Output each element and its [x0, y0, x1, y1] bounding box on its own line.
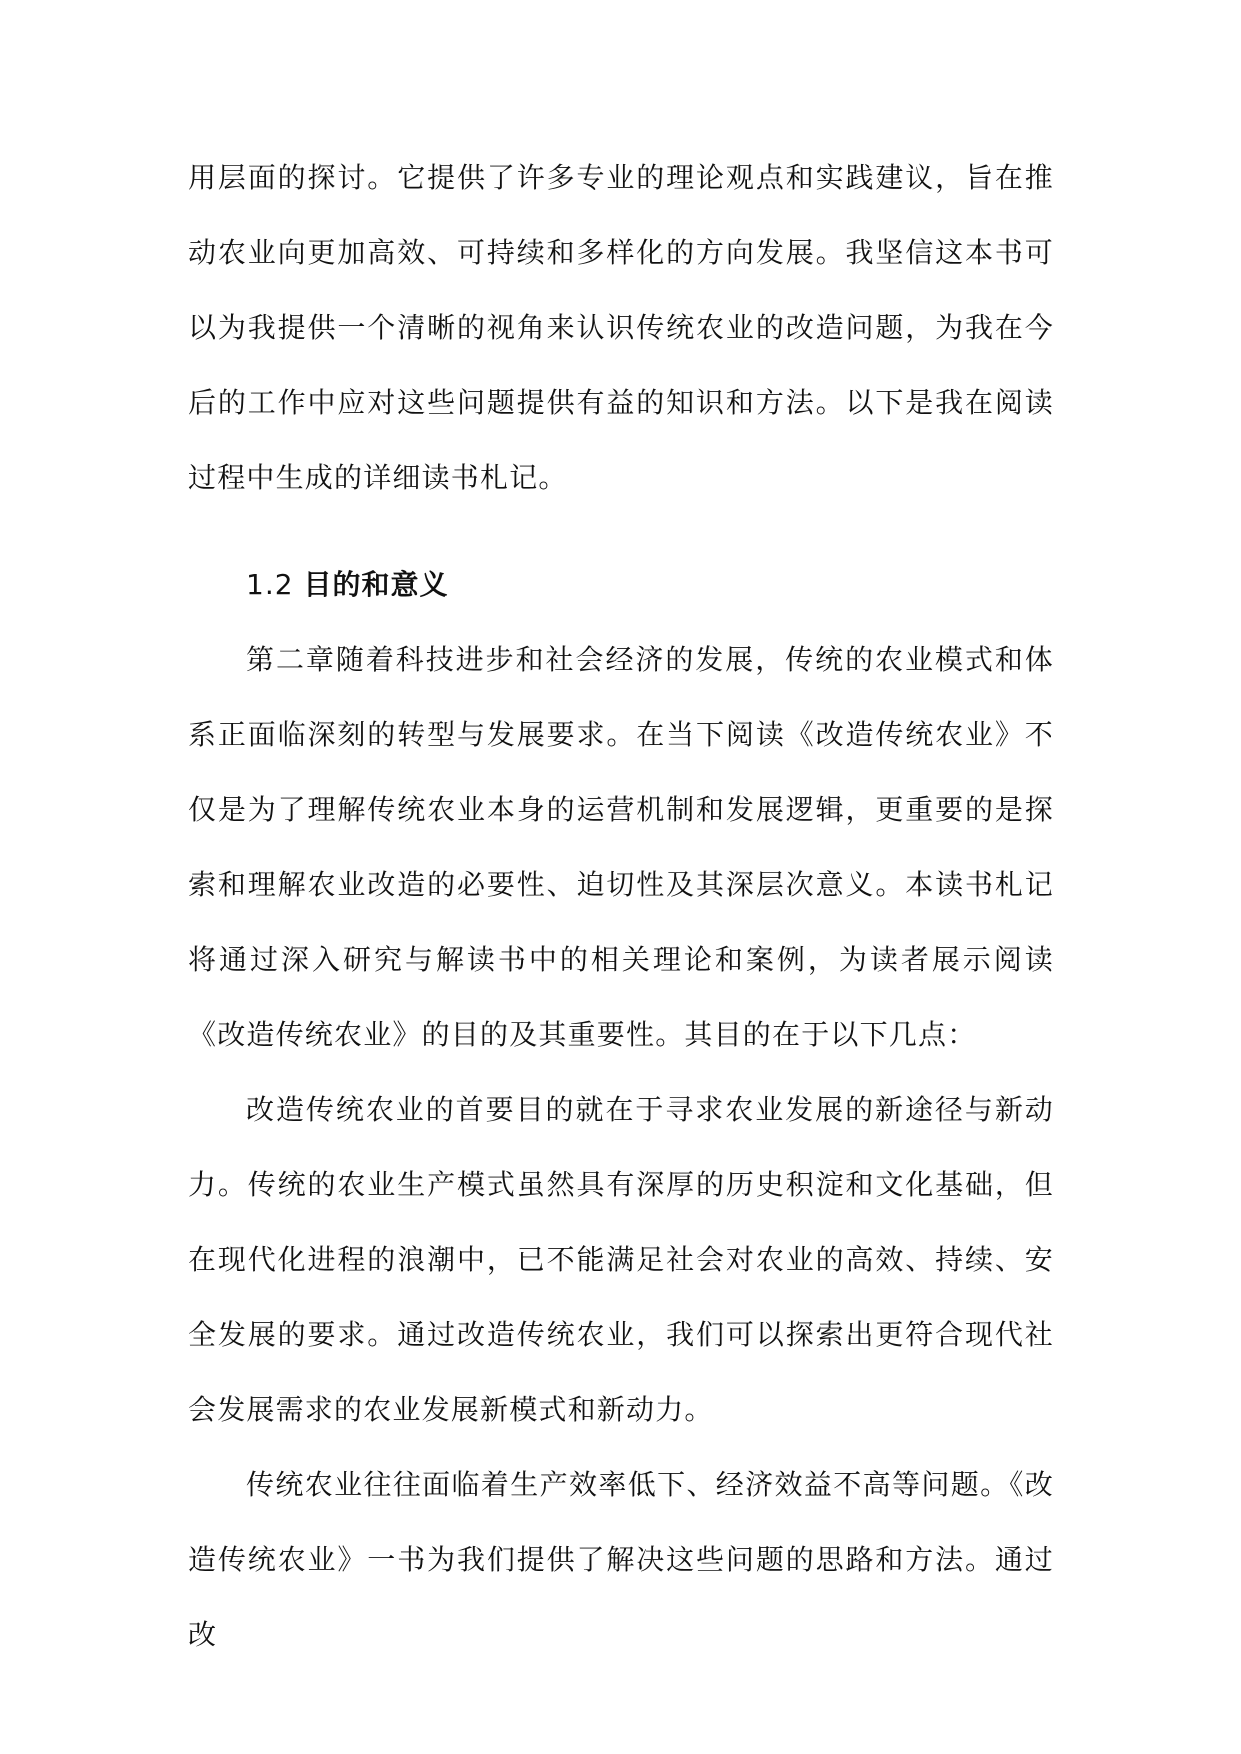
section-heading — [188, 515, 1054, 622]
paragraph-2: 第二章随着科技进步和社会经济的发展，传统的农业模式和体系正面临深刻的转型与发展要求。在当下阅读《改造传统农业》不仅是为了理解传统农业本身的运营机制和发展逻辑，更重要的是探索和理解农业改造的必要性、迫切性及其深层次意义。本读书札记将通过深入研究与解读书中的相关理论和案例，为读者展示阅读《改造传统农业》的目的及其重要性。其目的在于以下几点： — [188, 643, 1054, 1051]
paragraph-4: 传统农业往往面临着生产效率低下、经济效益不高等问题。《改造传统农业》一书为我们提供了解决这些问题的思路和方法。通过改 — [188, 1468, 1054, 1651]
paragraph-3: 改造传统农业的首要目的就在于寻求农业发展的新途径与新动力。传统的农业生产模式虽然具有深厚的历史积淀和文化基础，但在现代化进程的浪潮中，已不能满足社会对农业的高效、持续、安全发展的要求。通过改造传统农业，我们可以探索出更符合现代社会发展需求的农业发展新模式和新动力。 — [188, 1093, 1054, 1426]
paragraph-1: 用层面的探讨。它提供了许多专业的理论观点和实践建议，旨在推动农业向更加高效、可持续和多样化的方向发展。我坚信这本书可以为我提供一个清晰的视角来认识传统农业的改造问题，为我在今后的工作中应对这些问题提供有益的知识和方法。以下是我在阅读过程中生成的详细读书札记。 — [188, 161, 1054, 494]
document-body — [188, 140, 1054, 1672]
section-title: 目的和意义 — [303, 568, 449, 601]
section-number: 1.2 — [246, 568, 294, 601]
